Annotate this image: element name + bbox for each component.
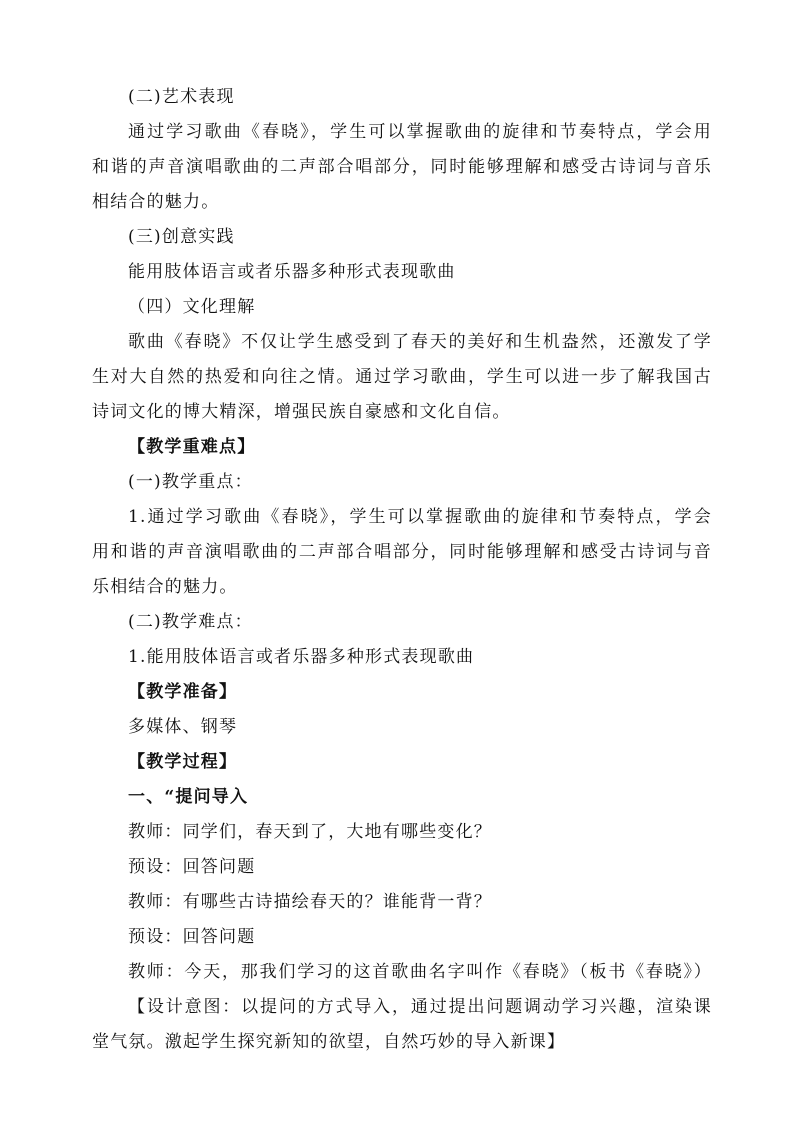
dialogue-line: 教师：有哪些古诗描绘春天的？谁能背一背？: [128, 892, 492, 912]
paragraph-line: 1.能用肢体语言或者乐器多种形式表现歌曲: [128, 647, 475, 667]
dialogue-line: 教师：同学们，春天到了，大地有哪些变化？: [128, 822, 492, 842]
paragraph-line: 诗词文化的博大精深，增强民族自豪感和文化自信。: [92, 402, 511, 422]
design-intent-line: 【设计意图：以提问的方式导入，通过提出问题调动学习兴趣，渲染课: [128, 997, 712, 1017]
dialogue-line: 预设：回答问题: [128, 927, 256, 947]
heading-teaching-preparation: 【教学准备】: [128, 682, 238, 702]
section-heading-artistic-expression: (二)艺术表现: [128, 87, 235, 107]
paragraph-line: 生对大自然的热爱和向往之情。通过学习歌曲，学生可以进一步了解我国古: [92, 367, 712, 387]
paragraph-line: 相结合的魅力。: [92, 192, 220, 212]
paragraph-line: 用和谐的声音演唱歌曲的二声部合唱部分，同时能够理解和感受古诗词与音: [92, 542, 712, 562]
heading-teaching-process: 【教学过程】: [128, 752, 238, 772]
dialogue-line: 教师：今天，那我们学习的这首歌曲名字叫作《春晓》（板书《春晓》）: [128, 962, 712, 982]
section-heading-creative-practice: (三)创意实践: [128, 227, 235, 247]
paragraph-line: 1.通过学习歌曲《春晓》，学生可以掌握歌曲的旋律和节奏特点，学会: [128, 507, 712, 527]
document-page: [92, 80, 712, 1060]
paragraph-line: 多媒体、钢琴: [128, 717, 238, 737]
paragraph-line: 歌曲《春晓》不仅让学生感受到了春天的美好和生机盎然，还激发了学: [128, 332, 712, 352]
paragraph-line: 通过学习歌曲《春晓》，学生可以掌握歌曲的旋律和节奏特点，学会用: [128, 122, 712, 142]
heading-key-points: 【教学重难点】: [128, 437, 256, 457]
dialogue-line: 预设：回答问题: [128, 857, 256, 877]
design-intent-line: 堂气氛。激起学生探究新知的欲望，自然巧妙的导入新课】: [92, 1032, 566, 1052]
paragraph-line: 能用肢体语言或者乐器多种形式表现歌曲: [128, 262, 456, 282]
subheading-teaching-focus: (一)教学重点：: [128, 472, 253, 492]
subheading-question-intro: 一、“提问导入: [128, 787, 249, 807]
paragraph-line: 和谐的声音演唱歌曲的二声部合唱部分，同时能够理解和感受古诗词与音乐: [92, 157, 712, 177]
paragraph-line: 乐相结合的魅力。: [92, 577, 238, 597]
subheading-teaching-difficulty: (二)教学难点：: [128, 612, 253, 632]
section-heading-cultural-understanding: （四）文化理解: [128, 297, 256, 317]
